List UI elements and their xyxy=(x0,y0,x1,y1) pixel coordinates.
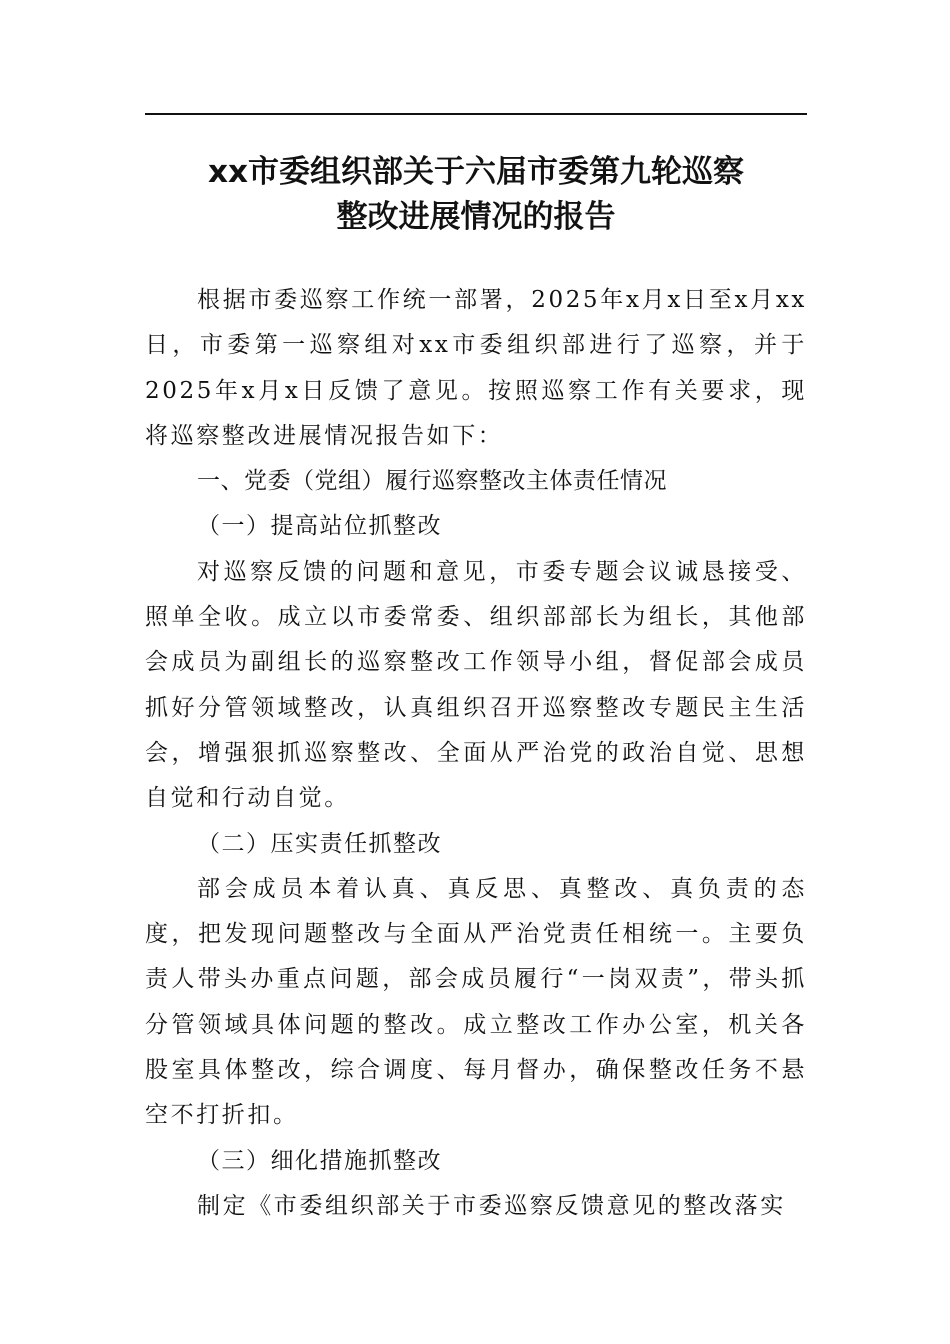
title-line-1: xx市委组织部关于六届市委第九轮巡察 xyxy=(208,154,744,190)
document-title xyxy=(145,150,807,240)
subsection-paragraph-2: 部会成员本着认真、真反思、真整改、真负责的态度，把发现问题整改与全面从严治党责任相统一。主要负责人带头办重点问题，部会成员履行“一岗双责”，带头抓分管领域具体问题的整改。成立整改工作办公室，机关各股室具体整改，综合调度、每月督办，确保整改任务不悬空不打折扣。 xyxy=(145,875,807,1129)
subsection-paragraph-3: 制定《市委组织部关于市委巡察反馈意见的整改落实 xyxy=(197,1192,786,1219)
intro-paragraph: 根据市委巡察工作统一部署，2025年x月x日至x月xx日，市委第一巡察组对xx市委组织部进行了巡察，并于2025年x月x日反馈了意见。按照巡察工作有关要求，现将巡察整改进展情况报告如下： xyxy=(145,287,807,449)
subsection-heading-3: （三）细化措施抓整改 xyxy=(197,1147,442,1174)
section-heading-1: 一、党委（党组）履行巡察整改主体责任情况 xyxy=(197,468,667,495)
document-body xyxy=(145,278,807,1229)
subsection-heading-1: （一）提高站位抓整改 xyxy=(197,513,442,540)
subsection-heading-2: （二）压实责任抓整改 xyxy=(197,830,442,857)
subsection-paragraph-1: 对巡察反馈的问题和意见，市委专题会议诚恳接受、照单全收。成立以市委常委、组织部部长为组长，其他部会成员为副组长的巡察整改工作领导小组，督促部会成员抓好分管领域整改，认真组织召开巡察整改专题民主生活会，增强狠抓巡察整改、全面从严治党的政治自觉、思想自觉和行动自觉。 xyxy=(145,558,807,812)
title-line-2: 整改进展情况的报告 xyxy=(336,199,616,235)
header-rule xyxy=(145,113,807,115)
